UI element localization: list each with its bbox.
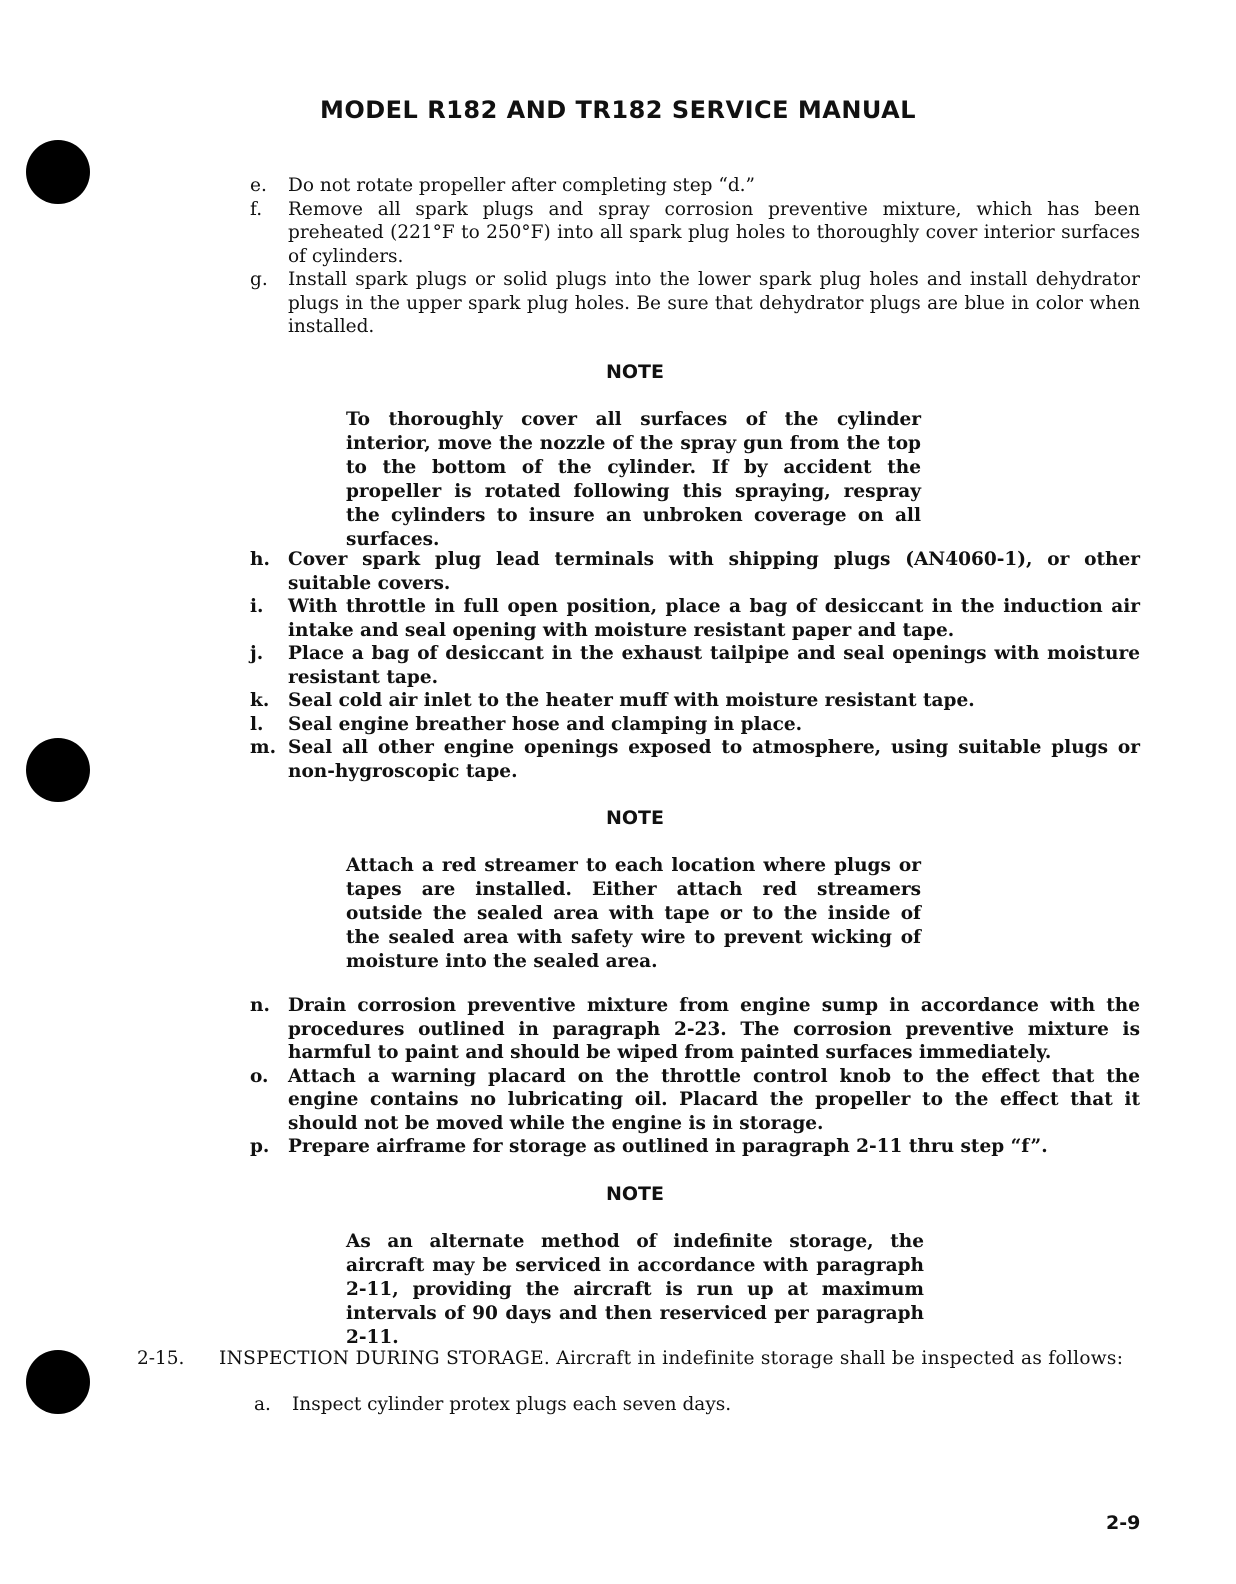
page-title: MODEL R182 AND TR182 SERVICE MANUAL	[319, 96, 917, 124]
step-label: h.	[250, 549, 270, 570]
step-label: p.	[250, 1136, 270, 1157]
step-label: o.	[250, 1065, 269, 1087]
step-text: Inspect cylinder protex plugs each seven days.	[292, 1394, 732, 1415]
step-j	[250, 642, 1140, 689]
section-number: 2-15.	[137, 1348, 185, 1369]
note-heading-2: NOTE	[606, 807, 664, 829]
step-l	[250, 713, 1140, 737]
step-p	[250, 1135, 1140, 1159]
step-o	[250, 1065, 1140, 1136]
section-2-15	[137, 1347, 1137, 1371]
step-label: l.	[250, 713, 264, 735]
step-label: a.	[254, 1394, 271, 1415]
step-i	[250, 595, 1140, 642]
step-text: Do not rotate propeller after completing step “d.”	[288, 175, 756, 196]
step-n	[250, 994, 1140, 1065]
step-h	[250, 548, 1140, 595]
binder-hole-top	[26, 140, 90, 204]
note-heading-1: NOTE	[606, 361, 664, 383]
step-label: g.	[250, 269, 268, 290]
step-label: n.	[250, 995, 270, 1016]
note-body-2: Attach a red streamer to each location where plugs or tapes are installed. Either attach red streamers outside the sealed area with tape or to the inside of the sealed area with safety wire to prevent wicking of moisture into the sealed area.	[346, 855, 921, 972]
step-text: Attach a warning placard on the throttle control knob to the effect that the engine contains no lubricating oil. Placard the propeller to the effect that it should not be moved while the engine is in storage.	[288, 1065, 1140, 1134]
step-label: k.	[250, 690, 270, 711]
step-label: i.	[250, 596, 264, 617]
step-text: Cover spark plug lead terminals with shipping plugs (AN4060-1), or other suitable covers.	[288, 549, 1140, 594]
steps-e-to-g	[250, 174, 1140, 339]
step-label: f.	[250, 198, 263, 220]
note-heading-3: NOTE	[606, 1183, 664, 1205]
note-body-1: To thoroughly cover all surfaces of the cylinder interior, move the nozzle of the spray gun from the top to the bottom of the cylinder. If by accident the propeller is rotated following this spraying, respray the cylinders to insure an unbroken coverage on all surfaces.	[346, 409, 921, 550]
binder-hole-bottom	[26, 1350, 90, 1414]
step-text: Seal all other engine openings exposed to atmosphere, using suitable plugs or non-hygroscopic tape.	[288, 737, 1140, 782]
steps-h-to-m	[250, 548, 1140, 783]
step-m	[250, 736, 1140, 783]
step-g	[250, 268, 1140, 339]
step-text: Seal engine breather hose and clamping in place.	[288, 713, 803, 735]
step-text: Prepare airframe for storage as outlined in paragraph 2-11 thru step “f”.	[288, 1136, 1048, 1157]
step-text: Install spark plugs or solid plugs into the lower spark plug holes and install dehydrator plugs in the upper spark plug holes. Be sure that dehydrator plugs are blue in color when installed.	[288, 269, 1140, 337]
step-label: m.	[250, 737, 277, 758]
step-e	[250, 174, 1140, 198]
step-text: Remove all spark plugs and spray corrosion preventive mixture, which has been preheated (221°F to 250°F) into all spark plug holes to thoroughly cover interior surfaces of cylinders.	[288, 198, 1140, 267]
step-text: Drain corrosion preventive mixture from engine sump in accordance with the procedures outlined in paragraph 2-23. The corrosion preventive mixture is harmful to paint and should be wiped from painted surfaces immediately.	[288, 995, 1140, 1063]
step-f	[250, 198, 1140, 269]
binder-hole-middle	[26, 738, 90, 802]
step-text: Place a bag of desiccant in the exhaust tailpipe and seal openings with moisture resistant tape.	[288, 643, 1140, 688]
step-label: j.	[250, 643, 264, 664]
step-label: e.	[250, 175, 267, 196]
steps-n-to-p	[250, 994, 1140, 1159]
section-text: INSPECTION DURING STORAGE. Aircraft in indefinite storage shall be inspected as follows:	[219, 1348, 1124, 1369]
step-k	[250, 689, 1140, 713]
step-text: Seal cold air inlet to the heater muff with moisture resistant tape.	[288, 690, 975, 711]
section-step-a	[254, 1393, 731, 1417]
step-text: With throttle in full open position, place a bag of desiccant in the induction air intake and seal opening with moisture resistant paper and tape.	[288, 596, 1140, 641]
page-number: 2-9	[1106, 1512, 1141, 1534]
note-body-3: As an alternate method of indefinite storage, the aircraft may be serviced in accordance with paragraph 2-11, providing the aircraft is run up at maximum intervals of 90 days and then reserviced per paragraph 2-11.	[346, 1231, 924, 1348]
